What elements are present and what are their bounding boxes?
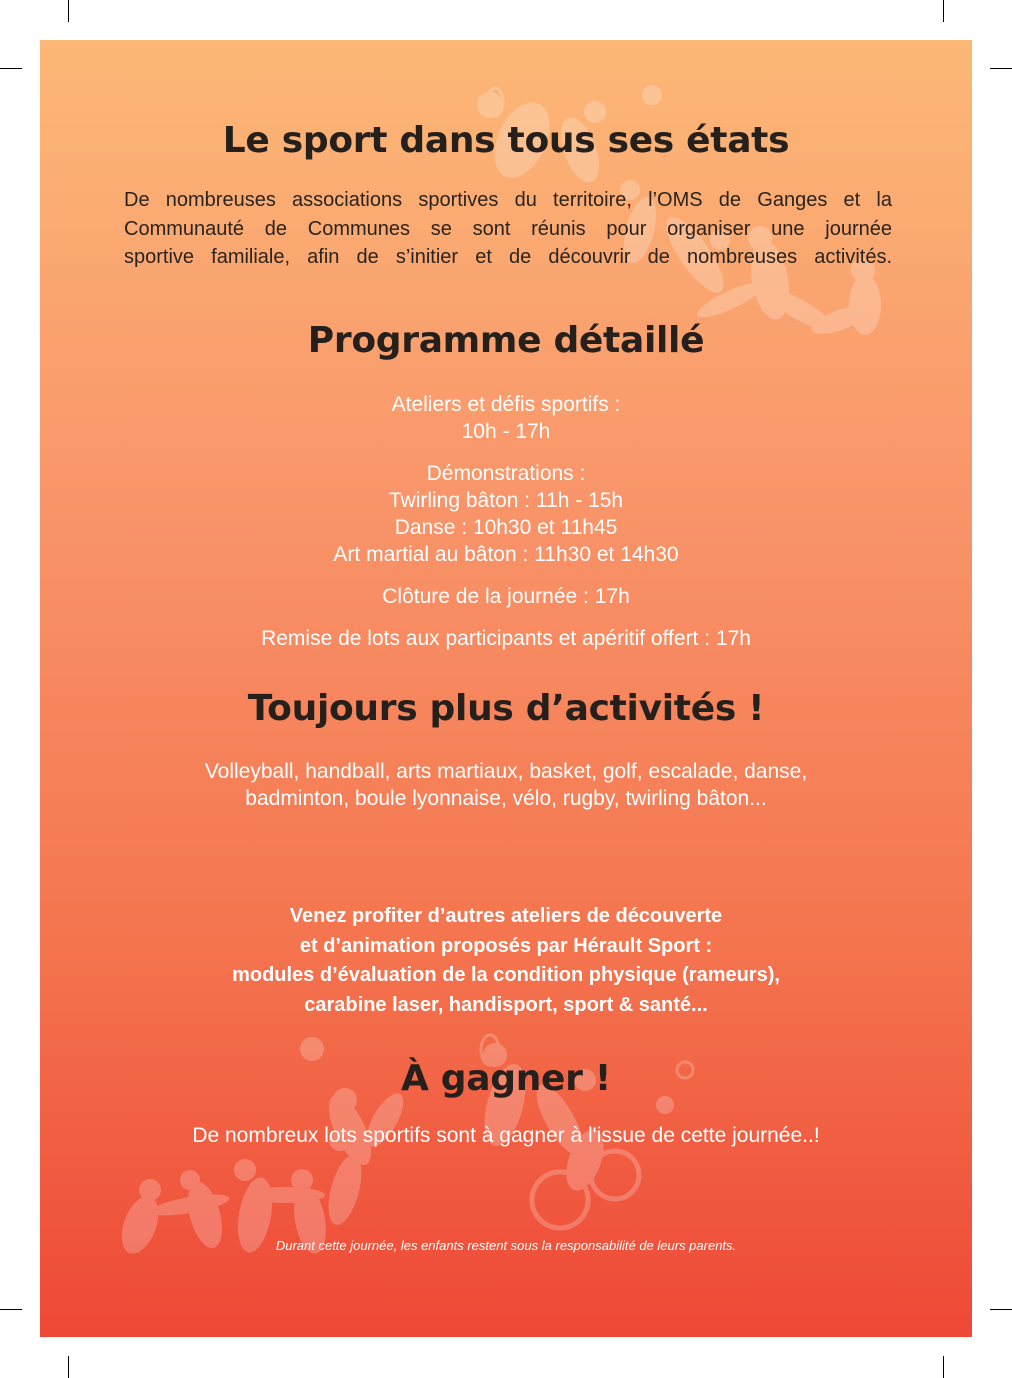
main-title: Le sport dans tous ses états xyxy=(222,120,790,161)
crop-mark xyxy=(943,1356,944,1378)
crop-mark xyxy=(990,68,1012,69)
herault-line: Venez profiter d’autres ateliers de découverte xyxy=(289,905,723,927)
footnote: Durant cette journée, les enfants restent sous la responsabilité de leurs parents. xyxy=(275,1238,737,1253)
herault-line: modules d’évaluation de la condition physique (rameurs), xyxy=(232,964,780,986)
programme-heading: Programme détaillé xyxy=(307,320,705,361)
ateliers-block xyxy=(40,391,972,445)
herault-sport-block xyxy=(40,902,972,1020)
crop-mark xyxy=(0,68,22,69)
ateliers-hours: 10h - 17h xyxy=(461,420,551,443)
crop-mark xyxy=(68,0,69,22)
herault-line: carabine laser, handisport, sport & santé... xyxy=(304,993,708,1016)
prizes-text: De nombreux lots sportifs sont à gagner à l'issue de cette journée..! xyxy=(192,1124,820,1147)
cloture-text: Clôture de la journée : 17h xyxy=(382,585,630,608)
flyer-content xyxy=(40,40,972,1337)
flyer-page xyxy=(40,40,972,1337)
crop-mark xyxy=(0,1309,22,1310)
activities-heading: Toujours plus d’activités ! xyxy=(247,688,765,729)
demonstrations-block xyxy=(40,460,972,568)
intro-line: sportive familiale, afin de s’initier et de découvrir de nombreuses activités. xyxy=(124,246,892,268)
activities-line: badminton, boule lyonnaise, vélo, rugby, twirling bâton... xyxy=(245,787,767,810)
crop-mark xyxy=(990,1309,1012,1310)
intro-paragraph xyxy=(124,186,892,272)
activities-line: Volleyball, handball, arts martiaux, basket, golf, escalade, danse, xyxy=(204,760,808,783)
intro-line: Communauté de Communes se sont réunis pour organiser une journée xyxy=(124,217,892,240)
intro-line: De nombreuses associations sportives du territoire, l’OMS de Ganges et la xyxy=(124,189,892,211)
ateliers-label: Ateliers et défis sportifs : xyxy=(391,393,621,416)
activities-list xyxy=(40,758,972,812)
prizes-heading: À gagner ! xyxy=(401,1058,611,1099)
demonstration-item: Danse : 10h30 et 11h45 xyxy=(394,516,618,539)
crop-mark xyxy=(68,1356,69,1378)
demonstration-item: Art martial au bâton : 11h30 et 14h30 xyxy=(333,543,679,566)
demonstration-item: Twirling bâton : 11h - 15h xyxy=(388,489,624,512)
herault-line: et d’animation proposés par Hérault Sport : xyxy=(299,934,713,957)
demonstrations-label: Démonstrations : xyxy=(426,462,586,485)
remise-text: Remise de lots aux participants et apéritif offert : 17h xyxy=(261,627,751,650)
crop-mark xyxy=(943,0,944,22)
